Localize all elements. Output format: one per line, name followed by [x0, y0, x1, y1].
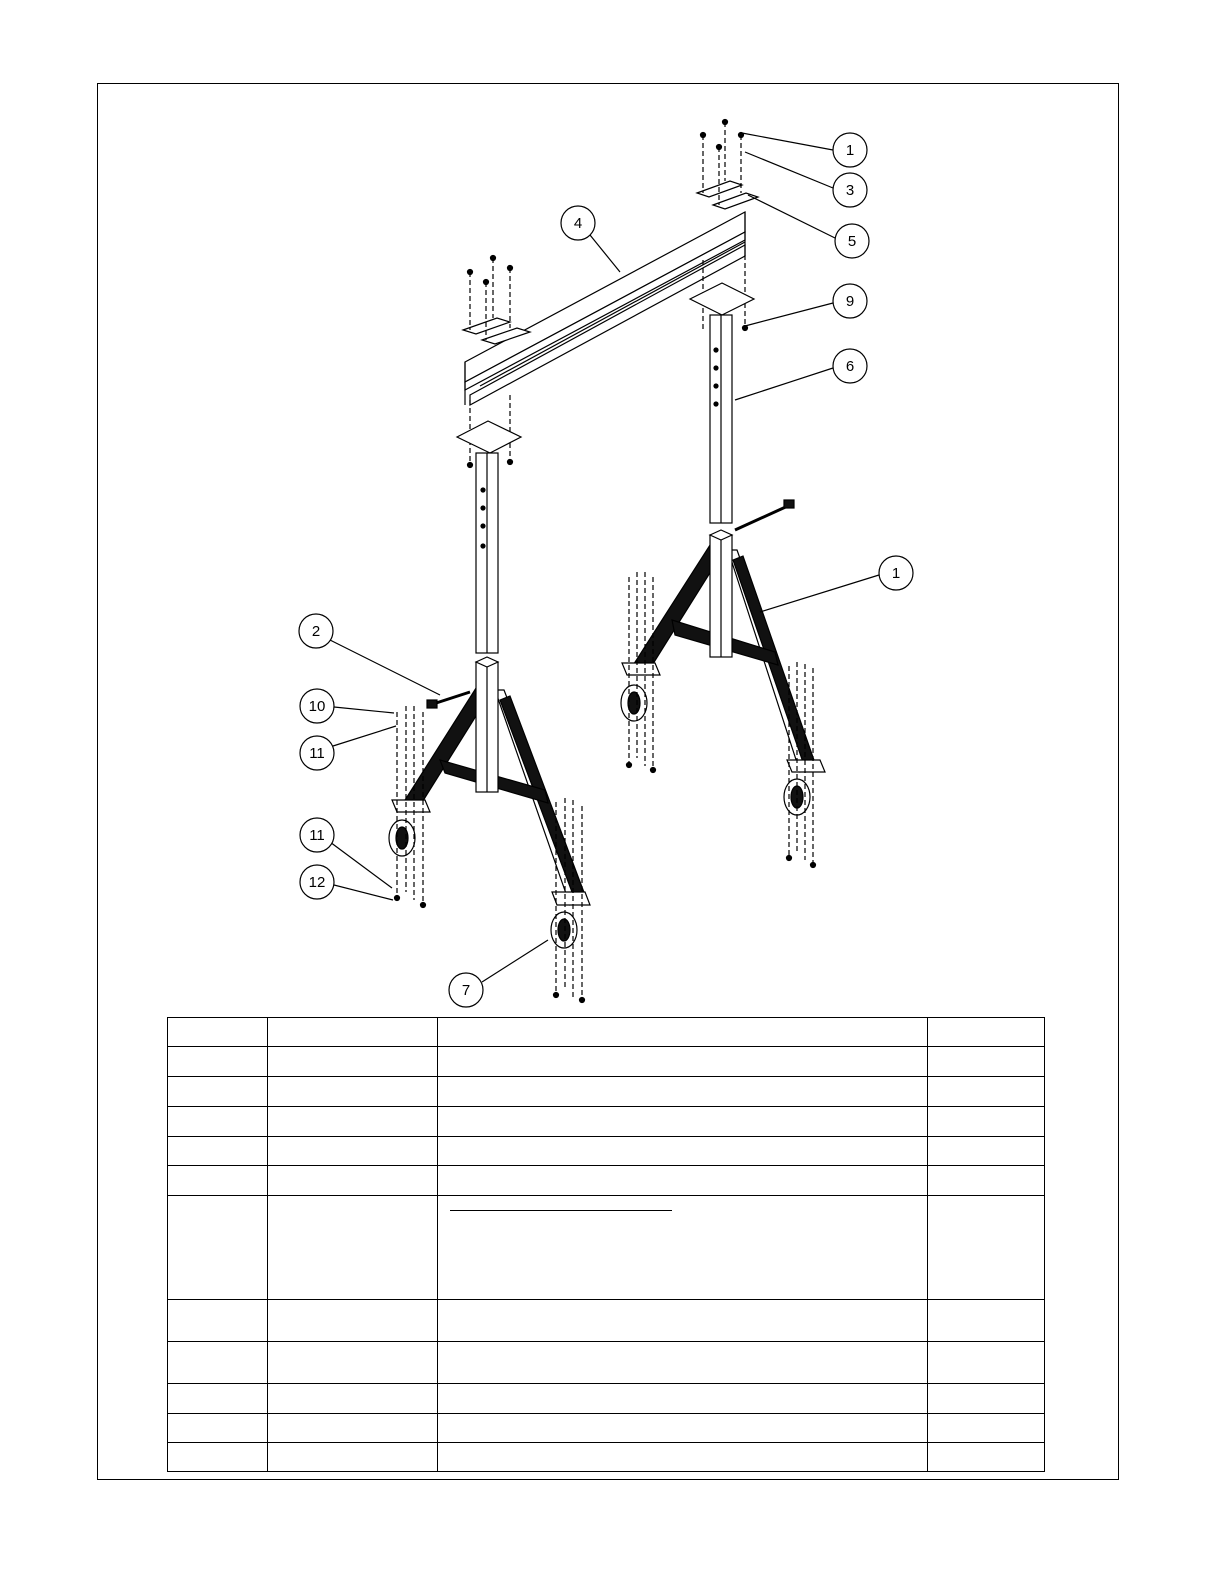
- table-row: [168, 1137, 1045, 1166]
- svg-text:2: 2: [311, 623, 321, 640]
- balloon-7: [449, 940, 548, 1007]
- svg-text:5: 5: [847, 233, 857, 250]
- table-row: [168, 1384, 1045, 1414]
- balloon-9: [745, 284, 867, 326]
- description-underline: [450, 1210, 672, 1211]
- table-row: [168, 1443, 1045, 1472]
- table-row: [168, 1196, 1045, 1300]
- parts-list-table: [167, 1017, 1045, 1472]
- table-row: [168, 1047, 1045, 1077]
- table-row: [168, 1018, 1045, 1047]
- svg-text:12: 12: [308, 874, 326, 891]
- svg-text:11: 11: [309, 827, 325, 844]
- balloon-6: [735, 349, 867, 400]
- balloon-12: [300, 865, 393, 900]
- right-upright-tube: [710, 315, 732, 523]
- svg-text:6: 6: [845, 358, 855, 375]
- table-row: [168, 1414, 1045, 1443]
- svg-text:11: 11: [309, 745, 325, 762]
- svg-text:9: 9: [845, 293, 855, 310]
- table-row: [168, 1077, 1045, 1107]
- svg-text:10: 10: [308, 698, 326, 715]
- table-row: [168, 1300, 1045, 1342]
- table-row: [168, 1166, 1045, 1196]
- balloon-11-upper: [300, 726, 396, 770]
- left-upright-tube: [476, 453, 498, 653]
- svg-text:3: 3: [845, 182, 855, 199]
- svg-text:4: 4: [573, 215, 583, 232]
- svg-text:1: 1: [891, 565, 901, 582]
- left-pin: [427, 692, 470, 708]
- balloon-4: [561, 206, 620, 272]
- table-row: [168, 1342, 1045, 1384]
- table-row: [168, 1107, 1045, 1137]
- balloon-1: [760, 556, 913, 612]
- svg-text:7: 7: [461, 982, 471, 999]
- left-top-plate: [457, 421, 521, 453]
- left-a-frame: [392, 657, 590, 905]
- svg-text:1: 1: [845, 142, 855, 159]
- balloon-2: [299, 614, 440, 695]
- balloon-10: [300, 689, 394, 723]
- right-pin: [735, 500, 794, 530]
- balloon-8: [742, 133, 867, 167]
